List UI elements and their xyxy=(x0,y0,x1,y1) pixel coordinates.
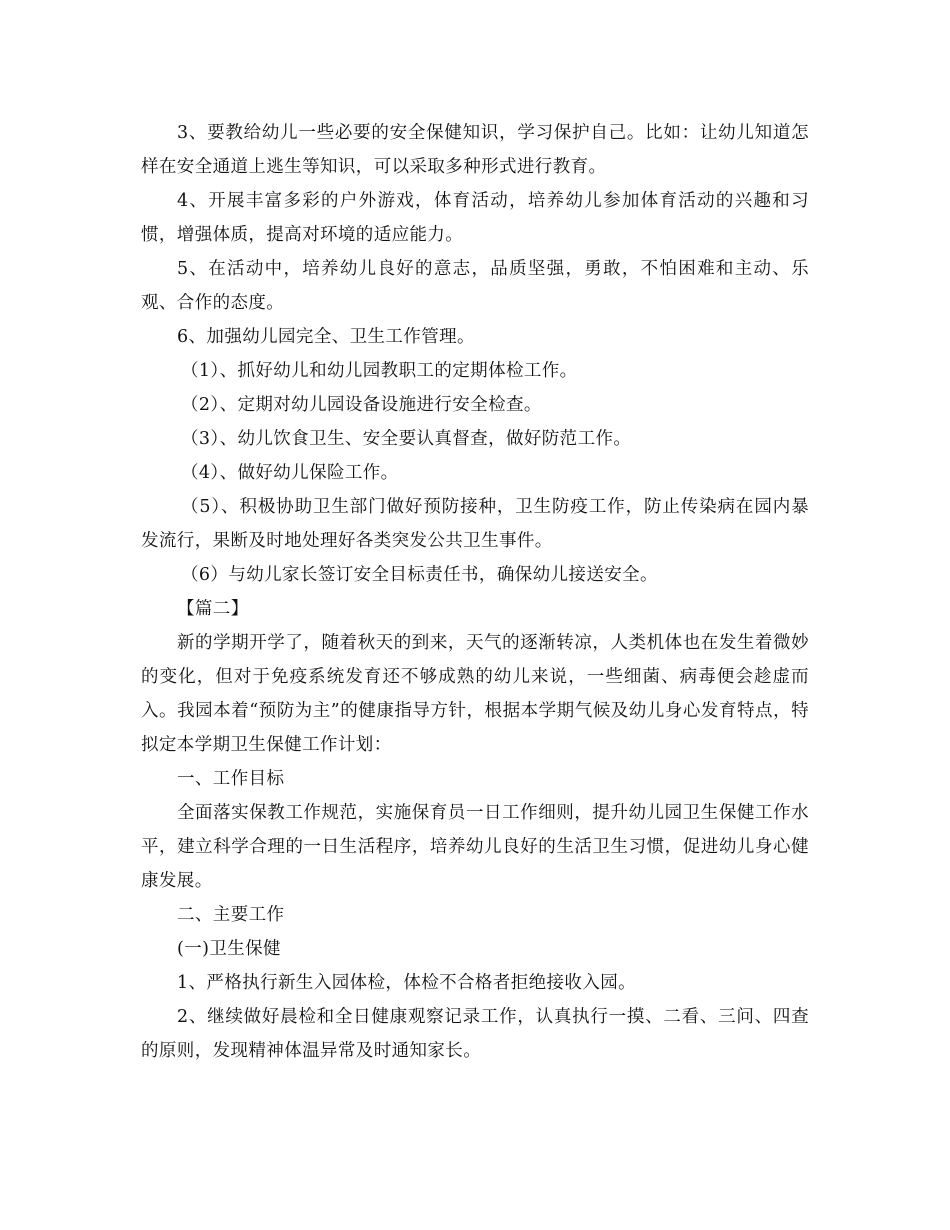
subheading-health-care: (一)卫生保健 xyxy=(177,939,281,959)
sub-item-6: （6）与幼儿家长签订安全目标责任书，确保幼儿接送安全。 xyxy=(181,565,658,585)
sub-item-4: （4）、做好幼儿保险工作。 xyxy=(181,463,399,483)
sub-item-3: （3）、幼儿饮食卫生、安全要认真督查，做好防范工作。 xyxy=(181,429,632,449)
section-heading-part-two: 【篇二】 xyxy=(177,599,249,619)
health-item-2: 2、继续做好晨检和全日健康观察记录工作，认真执行一摸、二看、三问、四查的原则，发现精神体温异常及时通知家长。 xyxy=(141,1007,809,1061)
sub-item-2: （2）、定期对幼儿园设备设施进行安全检查。 xyxy=(181,395,542,415)
document-body xyxy=(141,116,809,1068)
sub-item-1: （1）、抓好幼儿和幼儿园教职工的定期体检工作。 xyxy=(181,361,578,381)
heading-main-work: 二、主要工作 xyxy=(177,905,285,925)
paragraph-item-4: 4、开展丰富多彩的户外游戏，体育活动，培养幼儿参加体育活动的兴趣和习惯，增强体质，提高对环境的适应能力。 xyxy=(141,191,809,245)
paragraph-item-6: 6、加强幼儿园完全、卫生工作管理。 xyxy=(177,327,475,347)
intro-paragraph: 新的学期开学了，随着秋天的到来，天气的逐渐转凉，人类机体也在发生着微妙的变化，但对于免疫系统发育还不够成熟的幼儿来说，一些细菌、病毒便会趁虚而入。我园本着“预防为主”的健康指导方针，根据本学期气候及幼儿身心发育特点，特拟定本学期卫生保健工作计划： xyxy=(141,633,809,755)
paragraph-item-3: 3、要教给幼儿一些必要的安全保健知识，学习保护自己。比如：让幼儿知道怎样在安全通道上逃生等知识，可以采取多种形式进行教育。 xyxy=(141,123,809,177)
health-item-1: 1、严格执行新生入园体检，体检不合格者拒绝接收入园。 xyxy=(177,973,637,993)
heading-work-goals: 一、工作目标 xyxy=(177,769,285,789)
sub-item-5: （5）、积极协助卫生部门做好预防接种，卫生防疫工作，防止传染病在园内暴发流行，果断及时地处理好各类突发公共卫生事件。 xyxy=(141,497,809,551)
paragraph-item-5: 5、在活动中，培养幼儿良好的意志，品质坚强，勇敢，不怕困难和主动、乐观、合作的态度。 xyxy=(141,259,809,313)
goals-paragraph: 全面落实保教工作规范，实施保育员一日工作细则，提升幼儿园卫生保健工作水平，建立科学合理的一日生活程序，培养幼儿良好的生活卫生习惯，促进幼儿身心健康发展。 xyxy=(141,803,809,891)
